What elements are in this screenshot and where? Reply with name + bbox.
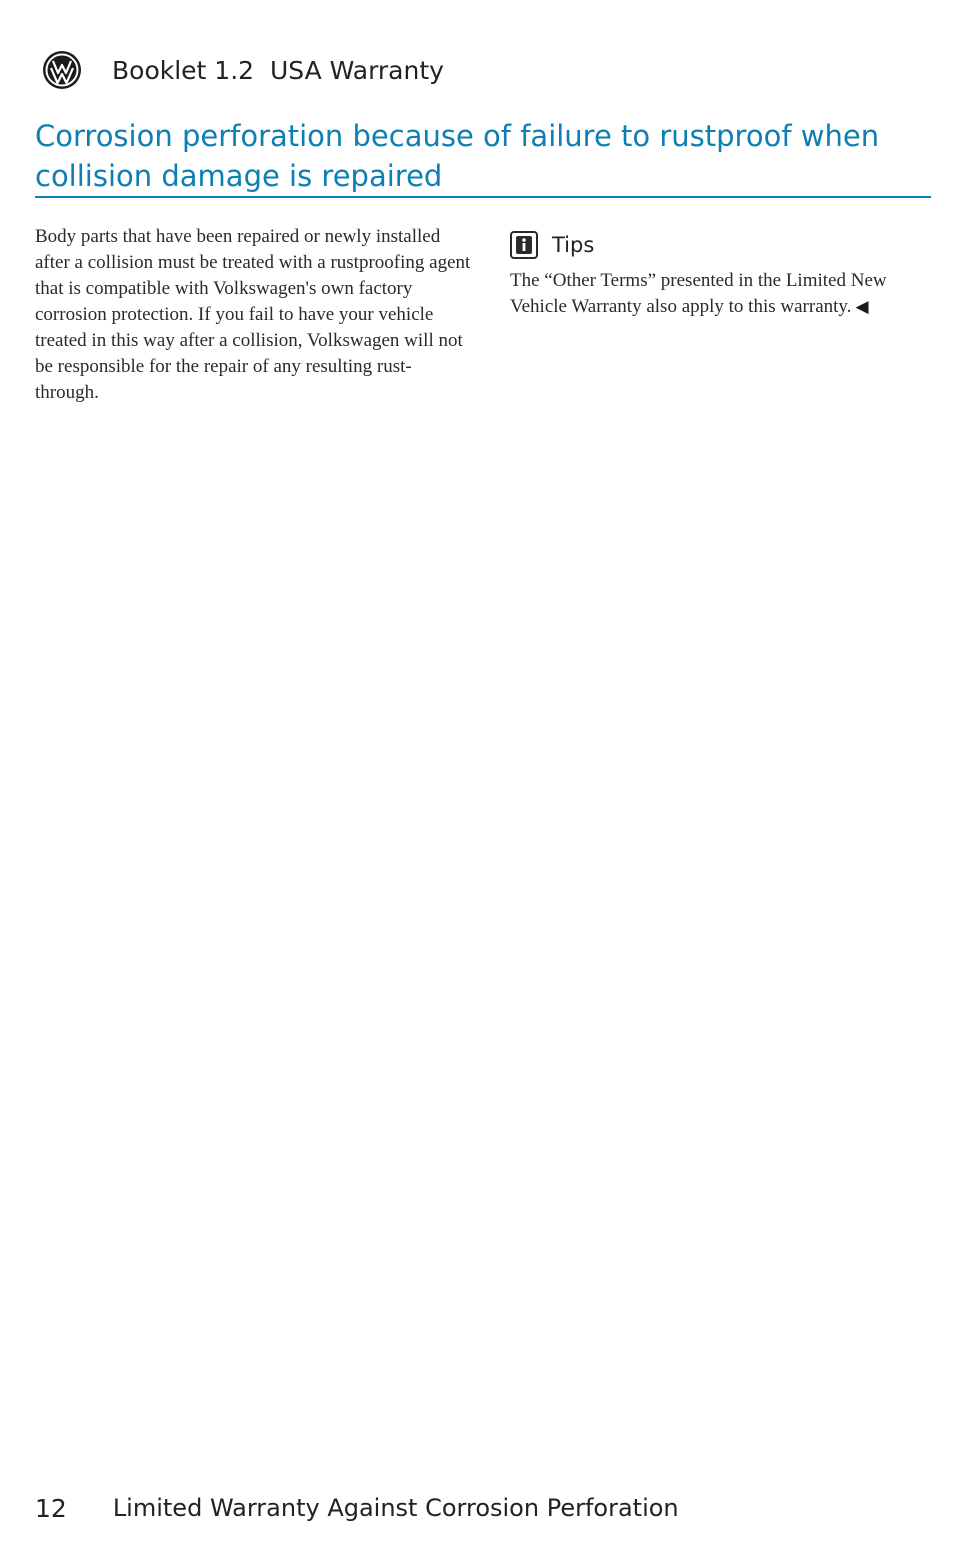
title-divider	[35, 196, 931, 198]
booklet-title: Booklet 1.2 USA Warranty	[112, 55, 444, 85]
tips-header	[510, 228, 930, 262]
footer-title: Limited Warranty Against Corrosion Perforation	[112, 1494, 679, 1522]
page-footer	[35, 1488, 679, 1528]
tips-box	[510, 228, 930, 320]
page-number: 12	[35, 1493, 67, 1523]
end-marker-icon: ◀	[855, 297, 869, 316]
page-header	[42, 48, 444, 92]
info-icon	[510, 231, 538, 259]
tips-label: Tips	[552, 233, 595, 257]
tips-text	[510, 268, 930, 320]
body-paragraph: Body parts that have been repaired or newly installed after a collision must be treated with a rustproofing agent that is compatible with Volkswagen's own factory corrosion protection. If you fail to have your vehicle treated in this way after a collision, Volkswagen will not be responsible for the repair of any resulting rust-through.	[35, 226, 471, 403]
section-title: Corrosion perforation because of failure to rustproof when collision damage is repaired	[35, 119, 880, 193]
tips-text-body: The “Other Terms” presented in the Limited New Vehicle Warranty also apply to this warranty.	[510, 270, 887, 317]
vw-logo-icon	[42, 50, 82, 90]
